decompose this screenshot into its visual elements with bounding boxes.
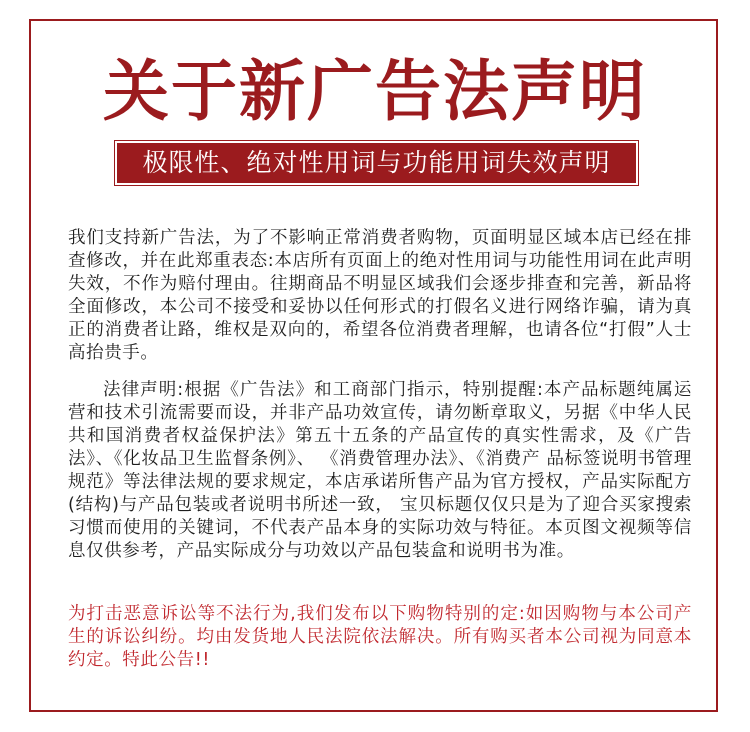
statement-paragraph: 我们支持新广告法，为了不影响正常消费者购物，页面明显区域本店已经在排查修改，并在此郑重表态:本店所有页面上的绝对性用词与功能性用词在此声明失效，不作为赔付理由。往期商品不明显区域我们会逐步排查和完善，新品将全面修改，本公司不接受和妥协以任何形式的打假名义进行网络诈骗，请为真正的消费者让路，维权是双向的，希望各位消费者理解，也请各位“打假”人士高抬贵手。: [68, 228, 692, 363]
subtitle-text: 极限性、绝对性用词与功能用词失效声明: [142, 148, 611, 177]
page-title: 关于新广告法声明: [103, 53, 647, 130]
subtitle-banner: [117, 143, 636, 183]
legal-statement-paragraph: 法律声明:根据《广告法》和工商部门指示，特别提醒:本产品标题纯属运营和技术引流需要而设，并非产品功效宣传，请勿断章取义，另据《中华人民共和国消费者权益保护法》第五十五条的产品宣传的真实性需求，及《广告法》、《化妆品卫生监督条例》、 《消费管理办法》、《消费产 品标签说明书管理规范》等法律法规的要求规定，本店承诺所售产品为官方授权，产品实际配方(结构)与产品包装或者说明书所述一致， 宝贝标题仅仅只是为了迎合买家搜索习惯而使用的关键词，不代表产品本身的实际功效与特征。本页图文视频等信息仅供参考，产品实际成分与功效以产品包装盒和说明书为准。: [68, 380, 692, 561]
dispute-notice: 为打击恶意诉讼等不法行为,我们发布以下购物特别的定:如因购物与本公司产生的诉讼纠纷。均由发货地人民法院依法解决。所有购买者本公司视为同意本约定。特此公告!!: [68, 604, 692, 670]
